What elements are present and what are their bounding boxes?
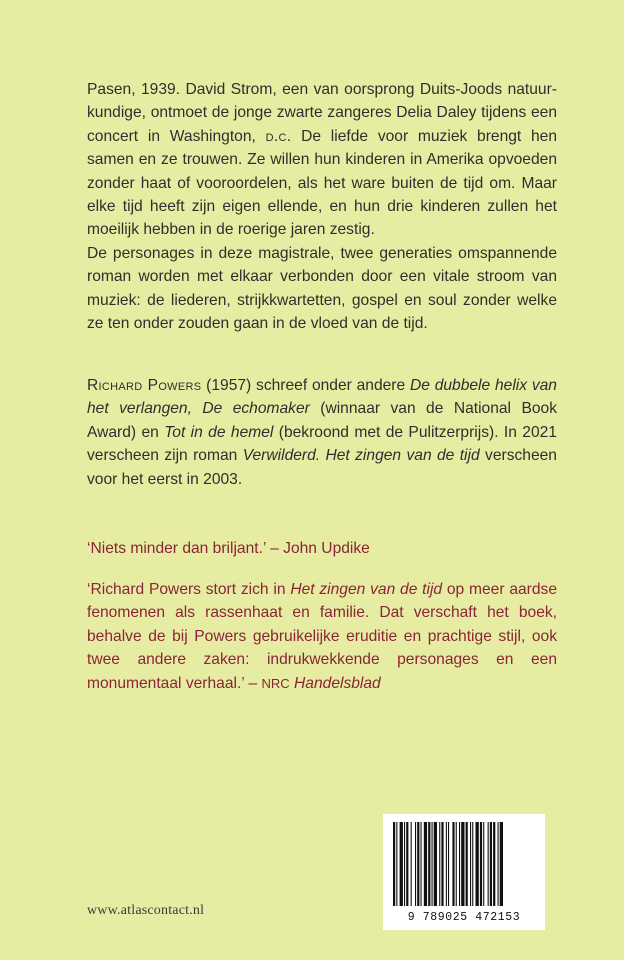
barcode-bar: [461, 822, 464, 906]
barcode-bar: [393, 822, 395, 906]
barcode-bar: [493, 822, 495, 906]
barcode-bar: [421, 822, 422, 906]
barcode-bar: [456, 822, 457, 906]
barcode-bar: [500, 822, 503, 906]
synopsis: [87, 78, 557, 335]
barcode-bar: [424, 822, 427, 906]
barcode-bar: [459, 822, 460, 906]
barcode-bar: [404, 822, 405, 906]
barcode-bar: [439, 822, 440, 906]
barcode-bar: [428, 822, 430, 906]
barcode-bar: [417, 822, 419, 906]
barcode-bar: [432, 822, 433, 906]
dc-abbreviation: d.c.: [265, 127, 292, 145]
publisher-url[interactable]: www.atlascontact.nl: [87, 903, 205, 918]
barcode-bar: [466, 822, 468, 906]
barcode-bar: [446, 822, 447, 906]
barcode-bars: [393, 822, 535, 906]
source-nrc: NRC: [261, 675, 290, 691]
review-quote-updike: ‘Niets minder dan briljant.’ – John Updike: [87, 540, 370, 557]
synopsis-paragraph-1: Pasen, 1939. David Strom, een van oorsprong Duits-Joods natuur-kundige, ontmoet de jonge zwarte zangeres Delia Daley tijdens een concert in Washington, d.c. De liefde voor muziek brengt hen samen en ze trouwen. Ze willen hun kinderen in Amerika opvoeden zonder haat of vooroordelen, als het ware buiten de tijd om. Maar elke tijd heeft zijn eigen ellende, en hun drie kinderen zullen het moeilijk hebben in de roerige jaren zestig.: [87, 81, 558, 239]
barcode-bar: [488, 822, 489, 906]
barcode-bar: [498, 822, 499, 906]
barcode-bar: [396, 822, 397, 906]
barcode-bar: [411, 822, 412, 906]
barcode-bar: [472, 822, 473, 906]
barcode-bar: [452, 822, 454, 906]
barcode-bar: [441, 822, 443, 906]
barcode-bar: [434, 822, 437, 906]
isbn-barcode: [383, 814, 545, 930]
barcode-bar: [448, 822, 449, 906]
barcode-bar: [406, 822, 408, 906]
barcode-bar: [476, 822, 479, 906]
barcode-bar: [415, 822, 416, 906]
isbn-number: 9 789025 472153: [407, 911, 521, 924]
author-bio: Richard Powers (1957) schreef onder andere De dubbele helix van het verlangen, De echomaker (winnaar van de National Book Award) en Tot in de hemel (bekroond met de Pulitzerprijs). In 2021 verscheen zijn roman Verwilderd. Het zingen van de tijd verscheen voor het eerst in 2003.: [87, 377, 557, 488]
barcode-bar: [470, 822, 471, 906]
review-quote-nrc: ‘Richard Powers stort zich in Het zingen van de tijd op meer aardse fenomenen als rassenhaat en familie. Dat verschaft het boek, behalve de bij Powers gebruikelijke eruditie en prachtige stijl, ook twee andere zaken: indrukwekkende personages en een monumentaal verhaal.’ – NRC Handelsblad: [87, 581, 557, 692]
synopsis-paragraph-2: De personages in deze magistrale, twee generaties omspannende roman worden met elkaar verbonden door een vitale stroom van muziek: de liederen, strijkkwartetten, gospel en soul zonder welke ze ten onder zouden gaan in de vloed van de tijd.: [87, 244, 557, 333]
barcode-bar: [480, 822, 482, 906]
book-title: Het zingen van de tijd: [290, 581, 443, 598]
book-title: De dubbele helix van het verlangen, De echomaker: [87, 377, 557, 418]
barcode-bar: [483, 822, 484, 906]
book-title: Tot in de hemel: [164, 423, 274, 441]
barcode-bar: [490, 822, 492, 906]
author-name: Richard Powers: [87, 377, 202, 394]
barcode-bar: [400, 822, 403, 906]
source-handelsblad: Handelsblad: [289, 674, 381, 692]
book-title: Verwilderd. Het zingen van de tijd: [242, 447, 480, 465]
